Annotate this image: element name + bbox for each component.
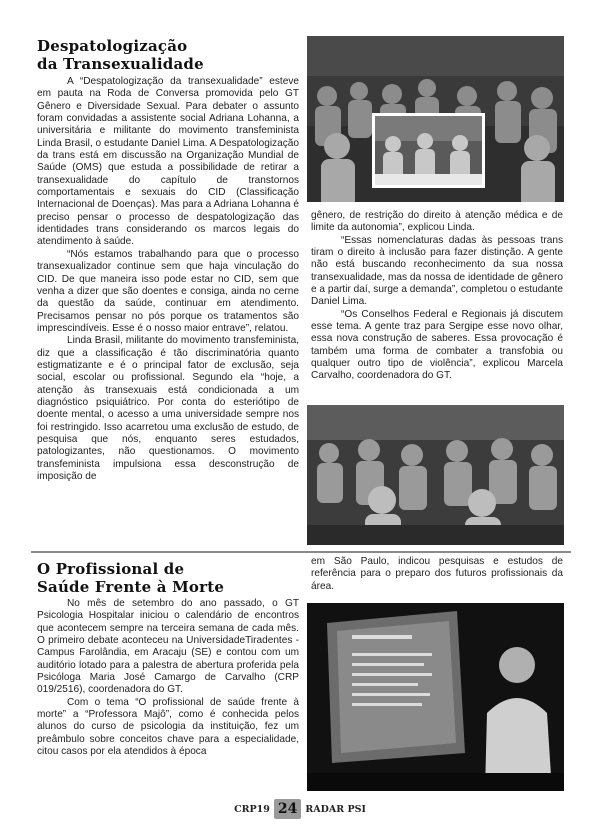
footer-magazine-name: RADAR PSI <box>305 803 366 815</box>
article2-title-line1: O Profissional de <box>37 560 185 578</box>
section-divider <box>31 551 571 553</box>
article1-paragraph: “Os Conselhos Federal e Regionais já discutem esse tema. A gente traz para Sergipe esse novo olhar, essa nova construção de saberes. Essa provocação é também uma forma de combater a transfobia ou qualquer outro tipo de violência”, explicou Marcela Carvalho, coordenadora do GT. <box>311 308 563 382</box>
footer-publisher: CRP19 <box>234 803 270 815</box>
audience-photo <box>307 405 564 545</box>
article1-title-line1: Despatologização <box>37 37 188 55</box>
article1-paragraph: “Nós estamos trabalhando para que o processo transexualizador continue sem que haja vinculação do CID. De que maneira isso pode estar no CID, sem que venha a dizer que são doentes e consiga, ainda no cerne da questão da saúde, continuar em atendimento. Precisamos pensar no pós porque os tratamentos são imprescindíveis. Esse é o nosso maior entrave”, relatou. <box>37 248 299 334</box>
article1-right-column <box>311 210 563 383</box>
article1-left-column <box>37 76 299 483</box>
article2-paragraph: Com o tema “O profissional de saúde frente à morte” a “Professora Majô”, como é conhecida pelos alunos do curso de psicologia da instituição, fez um preâmbulo sobre conceitos chave para a especialidade, citou casos por ela atendidos à época <box>37 696 299 758</box>
article1-paragraph: A “Despatologização da transexualidade” esteve em pauta na Roda de Conversa promovida pelo GT Gênero e Diversidade Sexual. Para debater o assunto foram convidadas a assistente social Adriana Lohanna, a universitária e militante do movimento transfeminista Linda Brasil, o estudante Daniel Lima. A Despatologização da trans está em discussão na Organização Mundial de Saúde (OMS) que estuda a possibilidade de retirar a transexualidade do capítulo de transtornos comportamentais e sexuais do CID (Classificação Internacional de Doenças). Mas para a Adriana Lohanna é preciso pensar o processo de despatologização das identidades trans considerando os marcos legais do atendimento à saúde. <box>37 76 299 248</box>
article1-paragraph: gênero, de restrição do direito à atenção médica e de limite da autonomia”, explicou Linda. <box>311 210 563 234</box>
article2-left-column <box>37 598 299 758</box>
article1-title <box>37 37 299 73</box>
article2-right-column <box>311 556 563 593</box>
article1-paragraph: Linda Brasil, militante do movimento transfeminista, diz que a classificação é tão discriminatória quanto estigmatizante e é o principal fator de exclusão, seja social, escolar ou profissional. Segundo ela “hoje, a atenção às transexuais está condicionada a um diagnóstico psiquiátrico. Por conta do esteriótipo de doente mental, o acesso a uma universidade sempre nos foi restringido. Isso acarretou uma exclusão de estudo, de pesquisa que nós, enquanto seres estudados, patologizantes, não questionamos. O movimento transfeminista impulsiona essa desconstrução de imposição de <box>37 335 299 482</box>
panel-speakers-photo <box>372 113 485 188</box>
article1-title-line2: da Transexualidade <box>37 55 204 73</box>
article2-title <box>37 560 299 596</box>
article1-paragraph: “Essas nomenclaturas dadas às pessoas trans tiram o direito à inclusão para fazer distinção. A gente não está buscando reconhecimento da sua nossa transexualidade, mas da nossa de identidade de gênero e a partir daí, surge a demanda”, completou o estudante Daniel Lima. <box>311 234 563 308</box>
page-footer <box>220 799 380 819</box>
page-number: 24 <box>274 799 301 819</box>
article2-paragraph: em São Paulo, indicou pesquisas e estudos de referência para o preparo dos futuros profissionais da área. <box>311 556 563 592</box>
article2-title-line2: Saúde Frente à Morte <box>37 578 225 596</box>
lecture-photo <box>307 603 564 791</box>
article2-paragraph: No mês de setembro do ano passado, o GT Psicologia Hospitalar iniciou o calendário de encontros que acontecem sempre na terceira semana de cada mês. O primeiro debate aconteceu na UniversidadeTiradentes - Campus Farolândia, em Aracaju (SE) e contou com um auditório lotado para a palestra de abertura proferida pela Psicóloga Maria José Camargo de Carvalho (CRP 019/2516), coordenadora do GT. <box>37 598 299 696</box>
